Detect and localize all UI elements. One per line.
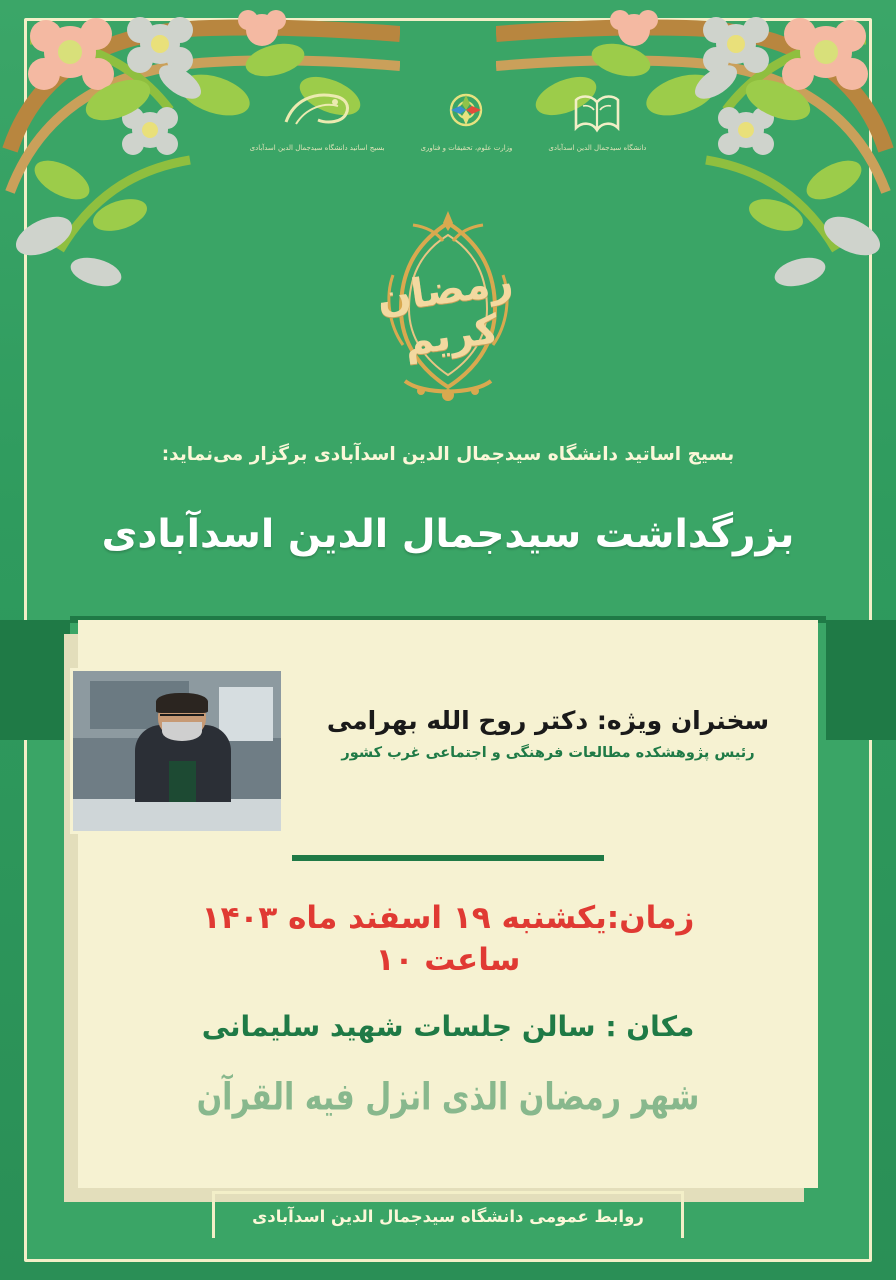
right-dark-band <box>826 620 896 740</box>
left-dark-band <box>0 620 70 740</box>
open-book-logo-icon <box>570 88 624 140</box>
basij-logo-icon <box>280 88 354 140</box>
quran-verse-calligraphy: شهر رمضان الذی انزل فیه القرآن <box>196 1075 700 1120</box>
logo-university <box>548 88 646 152</box>
logo-row <box>0 88 896 152</box>
page-title: بزرگداشت سیدجمال الدین اسدآبادی <box>101 512 795 557</box>
emblem-text: رمضان کریم <box>374 257 516 366</box>
footer-bar <box>212 1191 684 1238</box>
logo-ministry-caption: وزارت علوم، تحقیقات و فناوری <box>420 144 513 152</box>
ministry-science-logo-icon <box>440 88 492 140</box>
speaker-photo <box>70 668 284 834</box>
event-date-line: زمان:یکشنبه ۱۹ اسفند ماه ۱۴۰۳ <box>201 900 695 936</box>
speaker-role: رئیس پژوهشکده مطالعات فرهنگی و اجتماعی غرب کشور <box>341 745 755 761</box>
logo-basij <box>250 88 385 152</box>
section-divider <box>292 855 604 861</box>
event-time <box>90 898 806 982</box>
speaker-info <box>300 706 796 761</box>
logo-ministry <box>421 88 513 152</box>
ramadan-kareem-emblem <box>0 205 896 405</box>
event-place: مکان : سالن جلسات شهید سلیمانی <box>201 1010 695 1043</box>
speaker-name: سخنران ویژه: دکتر روح الله بهرامی <box>326 706 770 735</box>
presenter-line: بسیج اساتید دانشگاه سیدجمال الدین اسدآبادی برگزار می‌نماید: <box>161 444 735 465</box>
logo-university-caption: دانشگاه سیدجمال الدین اسدآبادی <box>548 144 647 152</box>
footer-text: روابط عمومی دانشگاه سیدجمال الدین اسدآبادی <box>252 1206 644 1226</box>
event-hour-line: ساعت ۱۰ <box>375 941 521 978</box>
logo-basij-caption: بسیج اساتید دانشگاه سیدجمال الدین اسدآبادی <box>249 144 385 152</box>
